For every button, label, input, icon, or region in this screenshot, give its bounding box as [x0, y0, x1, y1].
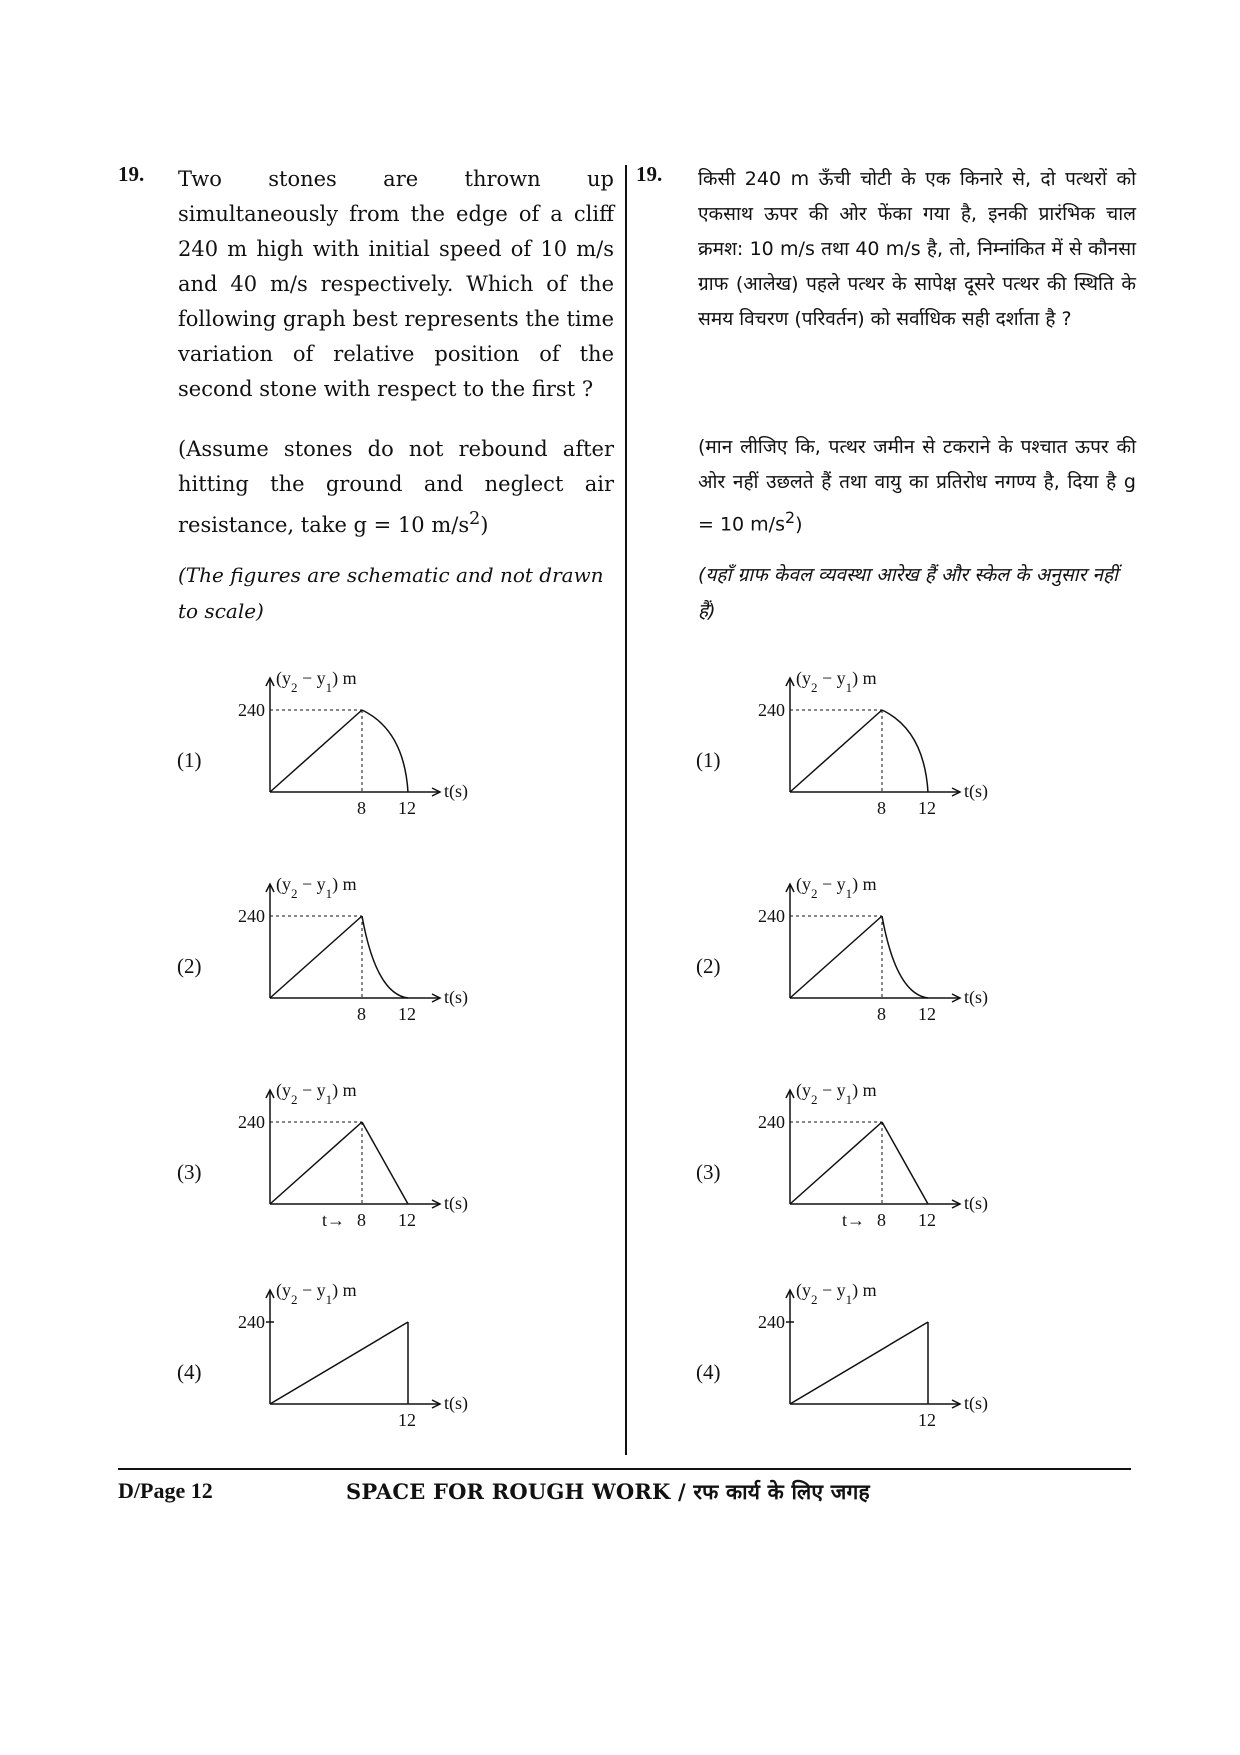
column-divider [625, 165, 627, 1455]
x-axis-label: t(s) [964, 781, 988, 801]
x-tick-label: 12 [398, 1410, 416, 1430]
subscript: 1 [325, 1291, 333, 1307]
x-axis-label: t(s) [964, 1193, 988, 1213]
label-part: − y [297, 668, 326, 688]
subscript: 1 [325, 679, 333, 695]
t-arrow-label: t→ [842, 1210, 866, 1230]
fall-curve [882, 710, 928, 792]
x-tick-label: 8 [357, 1210, 366, 1230]
schematic-note: (यहाँ ग्राफ केवल व्यवस्था आरेख हैं और स्केल के अनुसार नहीं हैं) [698, 564, 1118, 622]
subscript: 2 [811, 679, 818, 695]
label-part: ) m [852, 1080, 877, 1100]
subscript: 2 [811, 885, 818, 901]
fall-curve [882, 916, 928, 998]
option-label: (4) [696, 1360, 721, 1384]
option-label: (3) [696, 1160, 721, 1184]
question-number: 19. [118, 162, 145, 186]
subscript: 2 [291, 1291, 298, 1307]
rise-line [790, 1322, 928, 1404]
x-tick-label: 8 [877, 1210, 886, 1230]
rise-line [270, 710, 362, 792]
graph-option-3 [230, 1072, 520, 1232]
question-number: 19. [636, 162, 663, 186]
y-tick-label: 240 [758, 906, 785, 926]
subscript: 1 [845, 885, 853, 901]
subscript: 1 [845, 1291, 853, 1307]
label-part: − y [817, 1080, 846, 1100]
fall-curve [362, 916, 408, 998]
y-axis-label [796, 1280, 877, 1307]
x-axis-label: t(s) [444, 781, 468, 801]
x-tick-label: 8 [357, 798, 366, 818]
subscript: 1 [325, 1091, 333, 1107]
label-part: ) m [852, 1280, 877, 1300]
subscript: 1 [325, 885, 333, 901]
y-axis-label [796, 874, 877, 901]
subscript: 2 [291, 885, 298, 901]
option-label: (1) [696, 748, 721, 772]
label-part: ) m [332, 1280, 357, 1300]
option-label: (2) [177, 954, 202, 978]
question-text: Two stones are thrown up simultaneously from the edge of a cliff 240 m high with initial speed of 10 m/s and 40 m/s respectively. Which of the following graph best represents the time variation of relative position of the second stone with respect to the first ? [178, 167, 614, 401]
x-tick-label: 8 [877, 798, 886, 818]
graph-option-2 [750, 866, 1040, 1026]
label-part: − y [817, 1280, 846, 1300]
subscript: 2 [811, 1091, 818, 1107]
x-axis-label: t(s) [444, 1393, 468, 1413]
rise-line [790, 916, 882, 998]
x-tick-label: 12 [398, 1210, 416, 1230]
rise-line [790, 710, 882, 792]
graph-option-1 [230, 660, 520, 820]
y-tick-label: 240 [238, 906, 265, 926]
fall-curve [362, 1122, 408, 1204]
subscript: 2 [291, 679, 298, 695]
footer-rule [118, 1468, 1131, 1470]
x-tick-label: 12 [398, 1004, 416, 1024]
label-part: − y [297, 1080, 326, 1100]
fall-curve [882, 1122, 928, 1204]
rise-line [270, 916, 362, 998]
y-axis-label [276, 1080, 357, 1107]
x-tick-label: 12 [918, 1004, 936, 1024]
label-part: (y [276, 874, 291, 894]
y-axis-label [276, 1280, 357, 1307]
graph-option-2 [230, 866, 520, 1026]
rise-line [270, 1122, 362, 1204]
y-axis-label [796, 1080, 877, 1107]
rise-line [790, 1122, 882, 1204]
label-part: − y [817, 874, 846, 894]
question-text: किसी 240 m ऊँची चोटी के एक किनारे से, दो पत्थरों को एकसाथ ऊपर की ओर फेंका गया है, इनकी प्रारंभिक चाल क्रमश: 10 m/s तथा 40 m/s है, तो, निम्नांकित में से कौनसा ग्राफ (आलेख) पहले पत्थर के सापेक्ष दूसरे पत्थर की स्थिति के समय विचरण (परिवर्तन) को सर्वाधिक सही दर्शाता है ? [698, 168, 1136, 330]
rise-line [270, 1322, 408, 1404]
x-tick-label: 12 [918, 1210, 936, 1230]
label-part: (y [796, 1280, 811, 1300]
label-part: − y [297, 874, 326, 894]
option-label: (3) [177, 1160, 202, 1184]
subscript: 1 [845, 679, 853, 695]
schematic-note: (The figures are schematic and not drawn to scale) [178, 563, 604, 623]
option-label: (4) [177, 1360, 202, 1384]
x-axis-label: t(s) [964, 987, 988, 1007]
label-part: ) m [852, 874, 877, 894]
y-tick-label: 240 [238, 1112, 265, 1132]
fall-curve [362, 710, 408, 792]
assumption-text: (Assume stones do not rebound after hitting the ground and neglect air resistance, take g = 10 $m/s^2$) [178, 437, 614, 537]
subscript: 2 [811, 1291, 818, 1307]
y-axis-label [796, 668, 877, 695]
t-arrow-label: t→ [322, 1210, 346, 1230]
subscript: 2 [291, 1091, 298, 1107]
y-tick-label: 240 [758, 1312, 785, 1332]
page-number: D/Page 12 [118, 1478, 213, 1503]
label-part: (y [796, 668, 811, 688]
y-axis-label [276, 874, 357, 901]
assumption-text: (मान लीजिए कि, पत्थर जमीन से टकराने के पश्चात ऊपर की ओर नहीं उछलते हैं तथा वायु का प्रतिरोध नगण्य है, दिया है g = 10 $m/s^2$) [698, 436, 1136, 536]
x-tick-label: 12 [918, 798, 936, 818]
label-part: (y [276, 668, 291, 688]
rough-work-label: SPACE FOR ROUGH WORK / रफ कार्य के लिए जगह [346, 1479, 870, 1504]
label-part: ) m [332, 668, 357, 688]
graph-option-3 [750, 1072, 1040, 1232]
label-part: (y [276, 1280, 291, 1300]
x-tick-label: 8 [357, 1004, 366, 1024]
subscript: 1 [845, 1091, 853, 1107]
x-axis-label: t(s) [444, 987, 468, 1007]
y-axis-label [276, 668, 357, 695]
label-part: − y [297, 1280, 326, 1300]
option-label: (1) [177, 748, 202, 772]
graph-option-4 [230, 1272, 520, 1432]
label-part: ) m [852, 668, 877, 688]
label-part: − y [817, 668, 846, 688]
label-part: ) m [332, 1080, 357, 1100]
label-part: (y [276, 1080, 291, 1100]
option-label: (2) [696, 954, 721, 978]
y-tick-label: 240 [758, 700, 785, 720]
y-tick-label: 240 [238, 1312, 265, 1332]
label-part: (y [796, 1080, 811, 1100]
y-tick-label: 240 [238, 700, 265, 720]
x-tick-label: 12 [398, 798, 416, 818]
x-axis-label: t(s) [444, 1193, 468, 1213]
y-tick-label: 240 [758, 1112, 785, 1132]
x-tick-label: 12 [918, 1410, 936, 1430]
graph-option-4 [750, 1272, 1040, 1432]
label-part: (y [796, 874, 811, 894]
graph-option-1 [750, 660, 1040, 820]
x-axis-label: t(s) [964, 1393, 988, 1413]
x-tick-label: 8 [877, 1004, 886, 1024]
label-part: ) m [332, 874, 357, 894]
